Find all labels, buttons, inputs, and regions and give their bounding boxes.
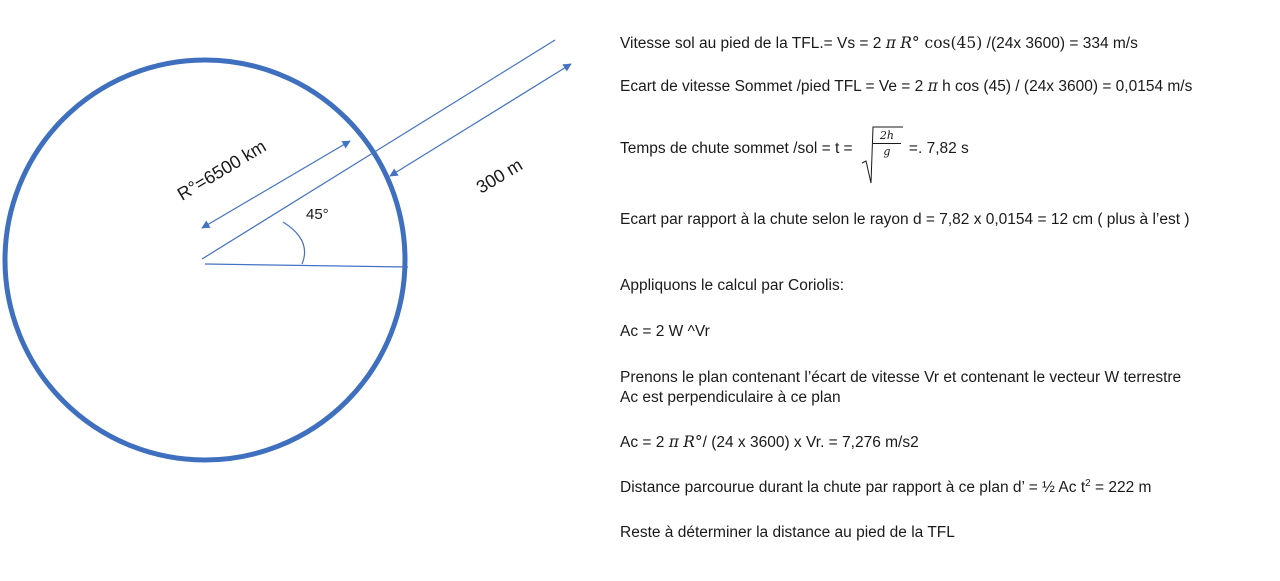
radius-symbol: R° xyxy=(683,433,703,451)
line-remaining: Reste à déterminer la distance au pied de la TFL xyxy=(620,524,955,541)
earth-diagram xyxy=(0,0,600,581)
ground-speed-text-b: /(24x 3600) = 334 m/s xyxy=(982,35,1138,52)
speed-gap-text-b: h cos (45) / (24x 3600) = 0,0154 m/s xyxy=(937,78,1193,95)
fraction-denominator: g xyxy=(883,144,891,158)
coriolis-value-text-a: Ac = 2 xyxy=(620,434,669,451)
horizontal-line xyxy=(205,264,408,267)
pi-symbol: π xyxy=(885,34,896,52)
coriolis-value-text-b: / (24 x 3600) x Vr. = 7,276 m/s2 xyxy=(702,434,919,451)
height-dimension-arrow xyxy=(390,64,571,176)
square-root xyxy=(861,123,903,175)
line-fall-time xyxy=(620,118,969,180)
line-coriolis-formula: Ac = 2 W ^Vr xyxy=(620,323,710,340)
line-radial-gap: Ecart par rapport à la chute selon le rayon d = 7,82 x 0,0154 = 12 cm ( plus à l’est ) xyxy=(620,211,1190,228)
radius-label: R°=6500 km xyxy=(173,135,270,205)
line-plane-a: Prenons le plan contenant l’écart de vitesse Vr et contenant le vecteur W terrestre xyxy=(620,369,1182,386)
fraction-numerator: 2h xyxy=(879,128,894,142)
line-coriolis-value xyxy=(620,433,919,452)
ground-speed-text-a: Vitesse sol au pied de la TFL.= Vs = 2 xyxy=(620,35,886,52)
height-label: 300 m xyxy=(472,154,526,198)
cos-term: cos(45) xyxy=(919,34,983,52)
angle-arc xyxy=(283,222,305,264)
angle-label: 45° xyxy=(306,206,329,223)
earth-circle xyxy=(5,60,405,460)
line-ground-speed xyxy=(620,34,1138,53)
exponent: 2 xyxy=(1085,477,1091,489)
speed-gap-text-a: Ecart de vitesse Sommet /pied TFL = Ve = 2 xyxy=(620,78,928,95)
pi-symbol: π xyxy=(927,77,938,95)
distance-text-a: Distance parcourue durant la chute par rapport à ce plan d’ = ½ Ac t xyxy=(620,479,1086,496)
fall-time-text: Temps de chute sommet /sol = t = xyxy=(620,140,857,157)
distance-text-b: = 222 m xyxy=(1090,479,1152,496)
line-coriolis-intro: Appliquons le calcul par Coriolis: xyxy=(620,277,845,294)
pi-symbol: π xyxy=(668,433,679,451)
line-speed-gap xyxy=(620,77,1192,96)
line-plane-b: Ac est perpendiculaire à ce plan xyxy=(620,389,841,406)
fall-time-result: =. 7,82 s xyxy=(908,140,969,157)
line-distance xyxy=(620,478,1151,497)
radius-symbol: R° xyxy=(900,34,920,52)
